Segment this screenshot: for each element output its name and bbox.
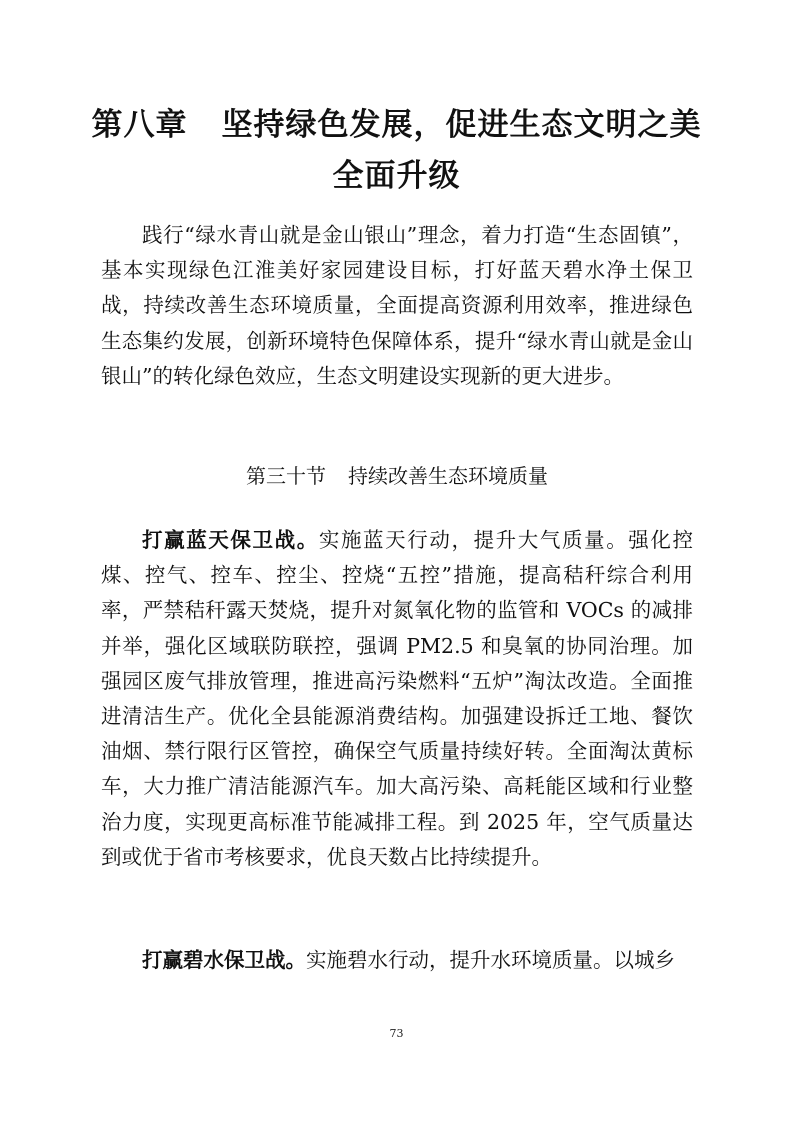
section-title bbox=[101, 460, 693, 492]
paragraph-text: 实施碧水行动，提升水环境质量。以城乡 bbox=[306, 948, 675, 972]
page-number: 73 bbox=[389, 1027, 404, 1040]
chapter-title bbox=[90, 100, 703, 202]
chapter-title-text: 坚持绿色发展，促进生态文明之美全面升级 bbox=[221, 107, 702, 194]
section-label: 第三十节 bbox=[246, 464, 326, 488]
paragraph-text: 实施蓝天行动，提升大气质量。强化控煤、控气、控车、控尘、控烧“五控”措施，提高秸秆综合利用率，严禁秸秆露天焚烧，提升对氮氧化物的监管和 VOCs 的减排并举，强化区域联防联控，强调 PM2.5 和臭氧的协同治理。加强园区废气排放管理，推进高污染燃料“五炉”淘汰改造。全面推进清洁生产。优化全县能源消费结构。加强建设拆迁工地、餐饮油烟、禁行限行区管控，确保空气质量持续好转。全面淘汰黄标车，大力推广清洁能源汽车。加大高污染、高耗能区域和行业整治力度，实现更高标准节能减排工程。到 2025 年，空气质量达到或优于省市考核要求，优良天数占比持续提升。 bbox=[101, 528, 694, 869]
body-paragraph-blue-sky bbox=[101, 523, 693, 875]
paragraph-lead: 打赢蓝天保卫战。 bbox=[142, 528, 319, 552]
intro-paragraph: 践行“绿水青山就是金山银山”理念，着力打造“生态固镇”，基本实现绿色江淮美好家园建设目标，打好蓝天碧水净土保卫战，持续改善生态环境质量，全面提高资源利用效率，推进绿色生态集约发展，创新环境特色保障体系，提升“绿水青山就是金山银山”的转化绿色效应，生态文明建设实现新的更大进步。 bbox=[101, 223, 693, 388]
section-title-text: 持续改善生态环境质量 bbox=[348, 464, 548, 488]
chapter-label: 第八章 bbox=[91, 107, 188, 143]
paragraph-lead: 打赢碧水保卫战。 bbox=[142, 948, 306, 972]
body-paragraph-clear-water bbox=[101, 943, 693, 978]
